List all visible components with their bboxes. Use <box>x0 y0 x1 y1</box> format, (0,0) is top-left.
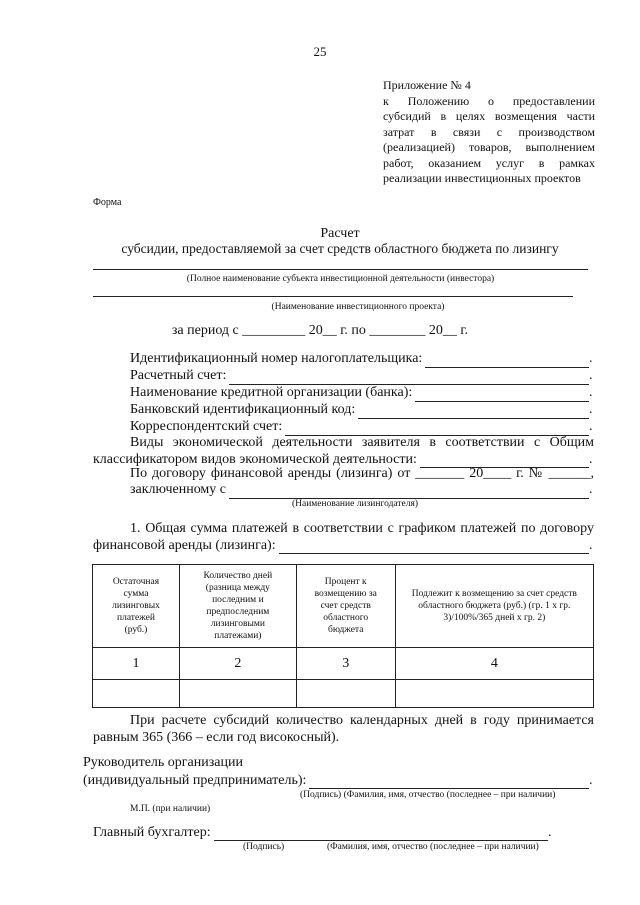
okved-line2: классификатором видов экономической деятельности: <box>93 452 417 467</box>
bank-label: Наименование кредитной организации (банка): <box>130 385 413 400</box>
project-caption: (Наименование инвестиционного проекта) <box>271 302 445 312</box>
project-name-line[interactable] <box>93 296 573 297</box>
corr-account-field[interactable]: Корреспондентский счет: . <box>130 419 593 434</box>
item1-paragraph: 1. Общая сумма платежей в соответствии с графиком платежей по договору финансовой аренды (лизинга): . <box>93 521 594 553</box>
item1-blank[interactable] <box>279 541 589 554</box>
account-field[interactable]: Расчетный счет: . <box>130 368 593 383</box>
header-cell: Остаточная сумма лизинговых платежей (руб.) <box>93 565 180 648</box>
lessor-blank[interactable] <box>229 486 589 499</box>
appendix-line: реализации инвестиционных проектов <box>383 171 581 185</box>
note-line2: равным 365 (366 – если год високосный). <box>93 730 340 745</box>
bic-label: Банковский идентификационный код: <box>130 402 356 417</box>
appendix-block <box>383 78 595 187</box>
appendix-line: (реализацией) товаров, выполнением <box>383 140 595 154</box>
lessor-caption: (Наименование лизингодателя) <box>291 499 419 509</box>
head-label-2: (индивидуальный предприниматель): <box>83 773 307 788</box>
table-cell[interactable] <box>296 680 395 708</box>
head-label: Руководитель организации <box>83 755 243 770</box>
accountant-signature-field[interactable]: Главный бухгалтер: . <box>93 825 552 840</box>
item1-line2: финансовой аренды (лизинга): <box>93 538 276 553</box>
page-number: 25 <box>313 44 327 59</box>
lessor-field[interactable]: заключенному с . <box>130 482 593 497</box>
accountant-label: Главный бухгалтер: <box>93 825 211 840</box>
column-number: 3 <box>296 648 395 680</box>
table-cell[interactable] <box>395 680 593 708</box>
head-caption: (Подпись) (Фамилия, имя, отчество (последнее – при наличии) <box>300 790 556 800</box>
appendix-line: субсидий в целях возмещения части <box>383 109 595 123</box>
accountant-signature-blank[interactable] <box>214 828 548 841</box>
lease-line[interactable]: По договору финансовой аренды (лизинга) от _______ 20____ г. № ______, <box>130 466 594 481</box>
note-paragraph <box>93 712 594 746</box>
bank-field[interactable]: Наименование кредитной организации (банка): . <box>130 385 593 400</box>
okved-line1: Виды экономической деятельности заявителя в соответствии с Общим <box>130 435 594 450</box>
appendix-line: Приложение № 4 <box>383 78 471 92</box>
accountant-sign-caption: (Подпись) <box>243 842 285 852</box>
column-number: 4 <box>395 648 593 680</box>
header-cell: Подлежит к возмещению за счет средств областного бюджета (руб.) (гр. 1 х гр. 3)/100%/365 дней х гр. 2) <box>395 565 593 648</box>
account-label: Расчетный счет: <box>130 368 227 383</box>
head-signature-field[interactable]: (индивидуальный предприниматель): . <box>83 773 593 788</box>
calculation-table <box>92 564 594 708</box>
header-cell: Количество дней (разница между последним и предпоследним лизинговыми платежами) <box>179 565 296 648</box>
table-number-row <box>93 648 594 680</box>
inn-field[interactable]: Идентификационный номер налогоплательщика: . <box>130 351 593 366</box>
document-subtitle: субсидии, предоставляемой за счет средств областного бюджета по лизингу <box>121 241 559 256</box>
note-line1: При расчете субсидий количество календарных дней в году принимается <box>130 713 594 728</box>
document-title: Расчет <box>320 226 360 241</box>
period-line[interactable]: за период с _________ 20__ г. по ________ 20__ г. <box>171 323 469 338</box>
bic-field[interactable]: Банковский идентификационный код: . <box>130 402 593 417</box>
column-number: 2 <box>179 648 296 680</box>
table-cell[interactable] <box>179 680 296 708</box>
accountant-name-caption: (Фамилия, имя, отчество (последнее – при наличии) <box>327 842 539 852</box>
corr-label: Корреспондентский счет: <box>130 419 283 434</box>
appendix-line: работ, оказанием услуг в рамках <box>383 155 595 170</box>
head-signature-blank[interactable] <box>309 776 589 789</box>
table-cell[interactable] <box>93 680 180 708</box>
column-number: 1 <box>93 648 180 680</box>
header-cell: Процент к возмещению за счет средств областного бюджета <box>296 565 395 648</box>
stamp-label: М.П. (при наличии) <box>130 804 211 814</box>
lessor-label: заключенному с <box>130 482 227 497</box>
okved-paragraph: Виды экономической деятельности заявителя в соответствии с Общим классификатором видов экономической деятельности: . <box>93 435 594 467</box>
appendix-line: затрат в связи с производством <box>383 124 595 139</box>
table-row[interactable] <box>93 680 594 708</box>
form-label: Форма <box>93 197 122 208</box>
inn-label: Идентификационный номер налогоплательщика: <box>130 351 423 366</box>
item1-line1: 1. Общая сумма платежей в соответствии с графиком платежей по договору <box>130 521 594 536</box>
appendix-line: к Положению о предоставлении <box>383 93 595 108</box>
table-header-row <box>93 565 594 648</box>
subject-caption: (Полное наименование субъекта инвестиционной деятельности (инвестора) <box>186 274 495 284</box>
subject-name-line[interactable] <box>93 269 588 270</box>
